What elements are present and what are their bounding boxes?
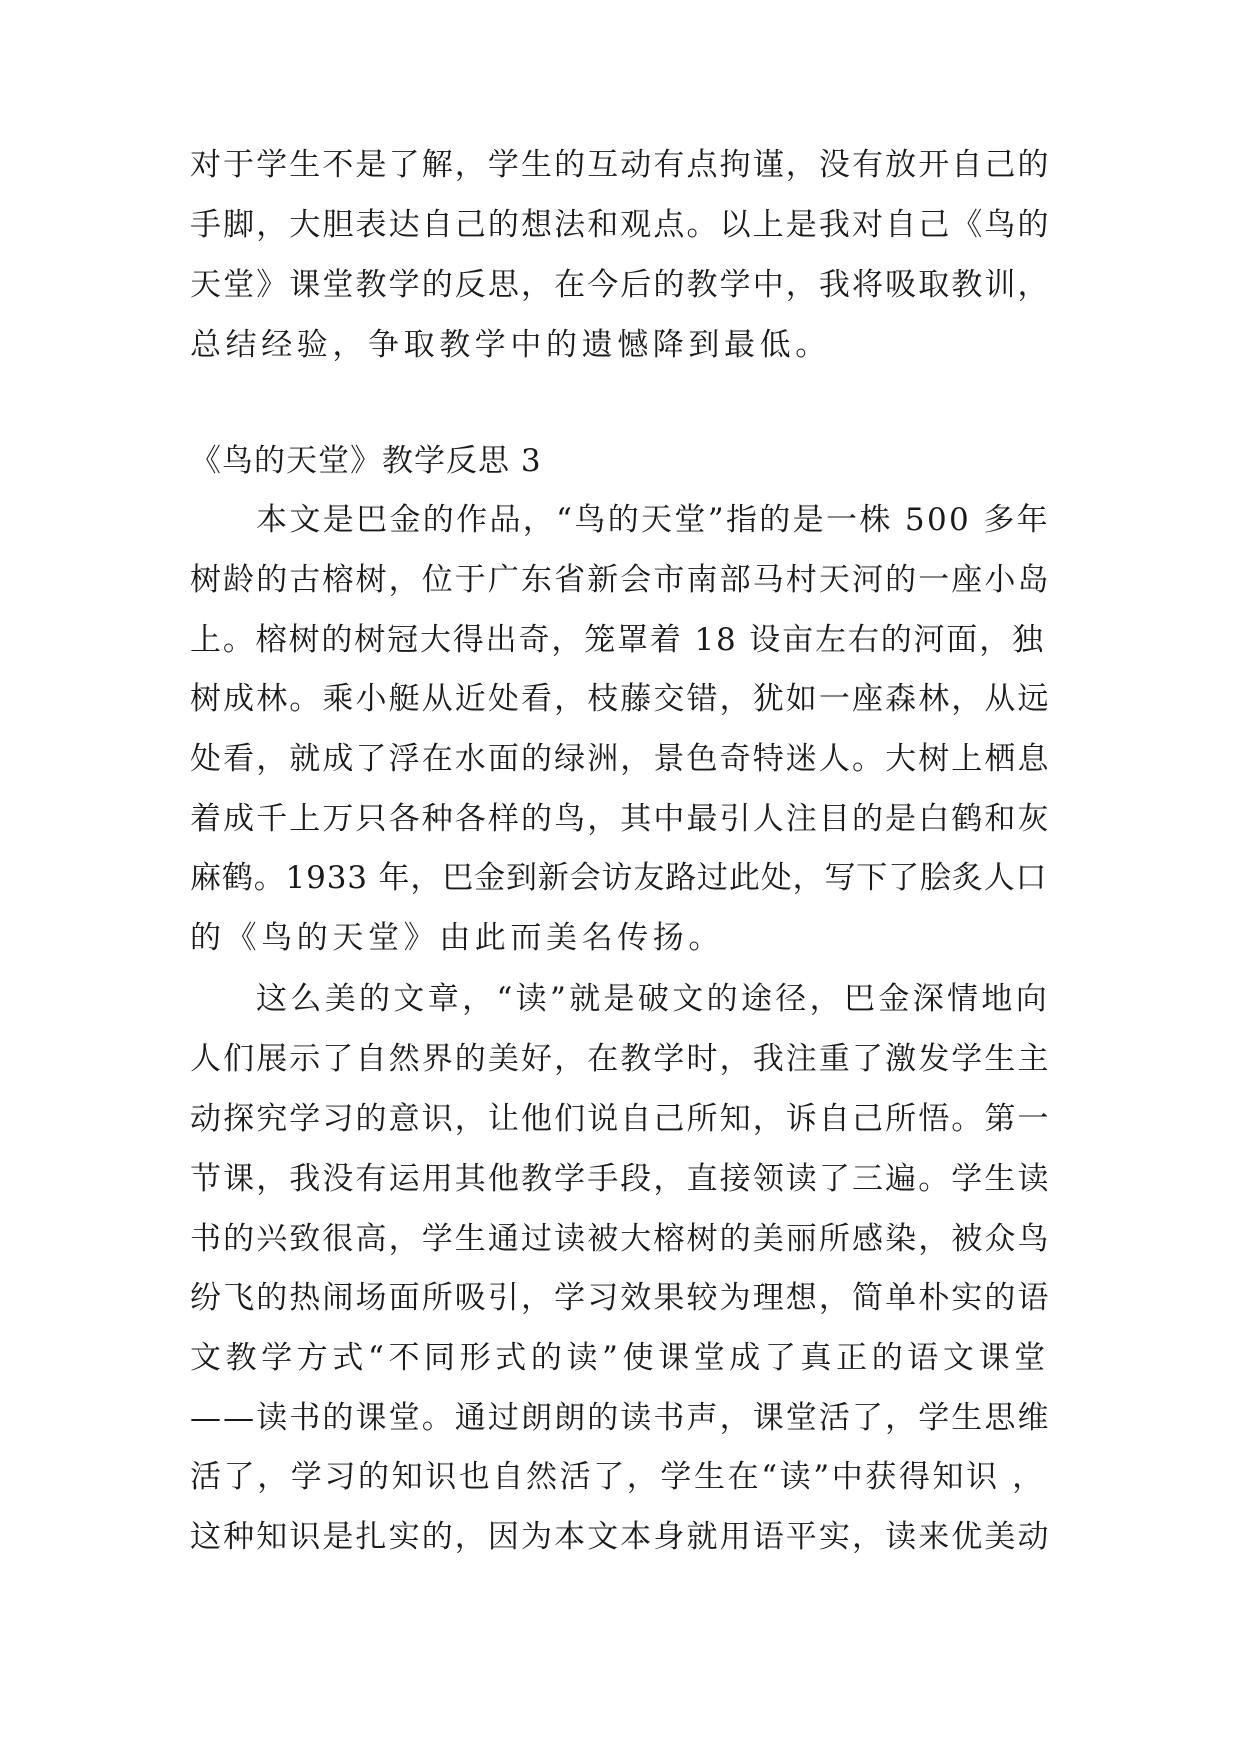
paragraph-line: 处看，就成了浮在水面的绿洲，景色奇特迷人。大树上栖息 (190, 741, 1051, 777)
paragraph-line: 人们展示了自然界的美好，在教学时，我注重了激发学生主 (190, 1041, 1051, 1077)
paragraph-line: 纷飞的热闹场面所吸引，学习效果较为理想，简单朴实的语 (190, 1280, 1051, 1316)
paragraph-line: 的《鸟的天堂》由此而美名传扬。 (190, 920, 724, 956)
paragraph-line: 树龄的古榕树，位于广东省新会市南部马村天河的一座小岛 (190, 562, 1051, 598)
body-text-line: 对于学生不是了解，学生的互动有点拘谨，没有放开自己的 (190, 147, 1051, 183)
paragraph-line: ——读书的课堂。通过朗朗的读书声，课堂活了，学生思维 (190, 1400, 1051, 1436)
paragraph-line: 树成林。乘小艇从近处看，枝藤交错，犹如一座森林，从远 (190, 681, 1051, 717)
paragraph-line: 上。榕树的树冠大得出奇，笼罩着 18 设亩左右的河面，独 (190, 622, 1045, 658)
paragraph-line: 着成千上万只各种各样的鸟，其中最引人注目的是白鹤和灰 (190, 801, 1051, 837)
paragraph-line: 节课，我没有运用其他教学手段，直接领读了三遍。学生读 (190, 1161, 1051, 1197)
body-text-line: 手脚，大胆表达自己的想法和观点。以上是我对自己《鸟的 (190, 207, 1051, 243)
paragraph-line: 活了，学习的知识也自然活了，学生在“读”中获得知识 ， (190, 1459, 1046, 1495)
paragraph-line: 这么美的文章，“读”就是破文的途径，巴金深情地向 (256, 981, 1051, 1017)
paragraph-line: 本文是巴金的作品，“鸟的天堂”指的是一株 500 多年 (256, 502, 1051, 538)
paragraph-line: 麻鹤。1933 年，巴金到新会访友路过此处，写下了脍炙人口 (190, 860, 1048, 896)
body-text-line: 总结经验，争取教学中的遗憾降到最低。 (190, 327, 831, 363)
body-text-line: 天堂》课堂教学的反思，在今后的教学中，我将吸取教训， (190, 267, 1051, 303)
paragraph-line: 文教学方式“不同形式的读”使课堂成了真正的语文课堂 (190, 1340, 1050, 1376)
section-title: 《鸟的天堂》教学反思 3 (190, 443, 542, 479)
paragraph-line: 书的兴致很高，学生通过读被大榕树的美丽所感染，被众鸟 (190, 1221, 1051, 1257)
paragraph-line: 动探究学习的意识，让他们说自己所知，诉自己所悟。第一 (190, 1101, 1051, 1137)
paragraph-line: 这种知识是扎实的，因为本文本身就用语平实，读来优美动 (190, 1519, 1051, 1555)
